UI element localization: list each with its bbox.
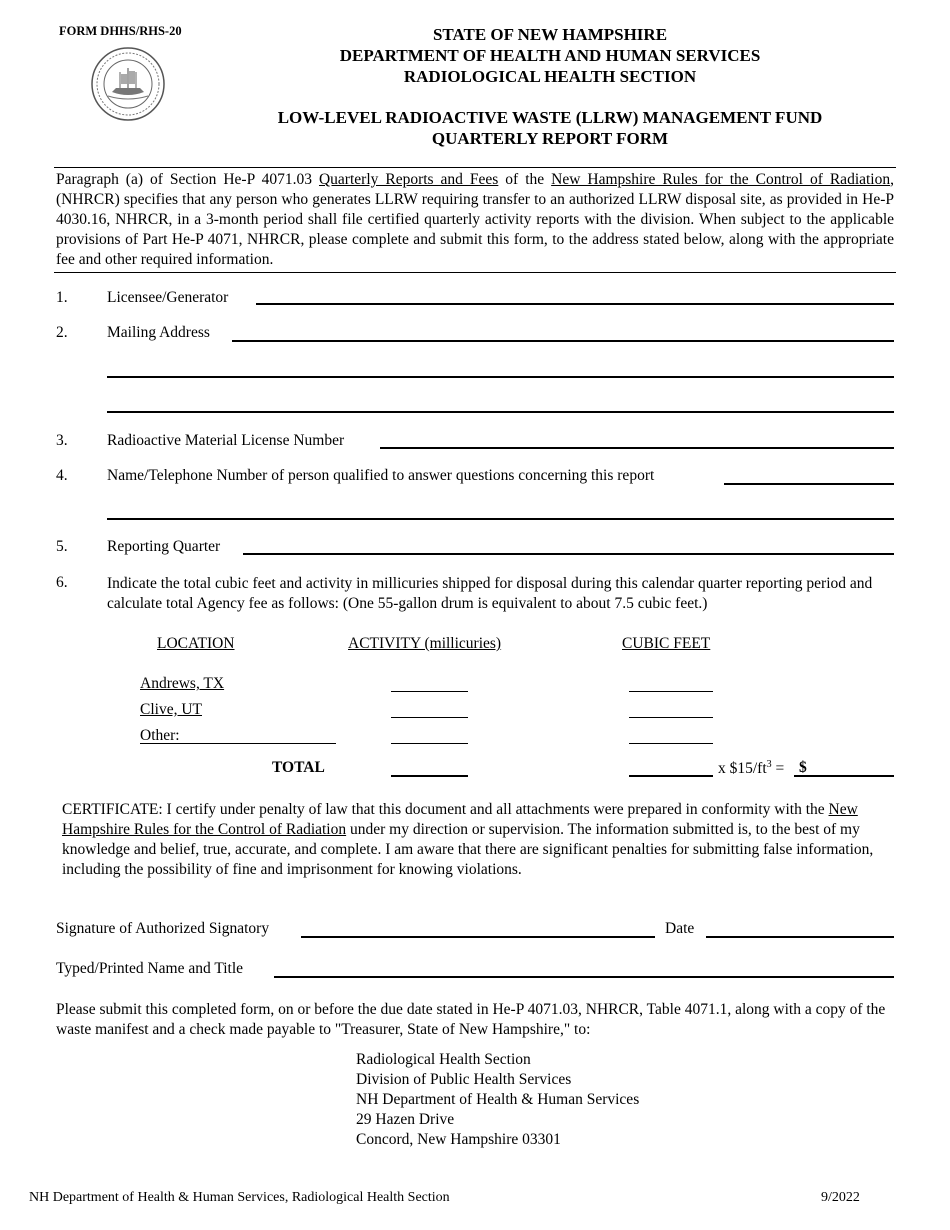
location-andrews-tx: Andrews, TX [140, 675, 225, 692]
intro-text-2: of the [498, 171, 552, 188]
signature-label: Signature of Authorized Signatory [56, 920, 270, 937]
item-6-instructions: Indicate the total cubic feet and activity in millicuries shipped for disposal during this calendar quarter reporting period and calculate total Agency fee as follows: (One 55-gallon drum is equivalent to about 7.5 cubic feet.) [107, 575, 873, 612]
footer-revision-date: 9/2022 [821, 1190, 860, 1205]
item-4-label: Name/Telephone Number of person qualified to answer questions concerning this report [107, 467, 655, 484]
address-line-4: 29 Hazen Drive [356, 1111, 455, 1128]
item-6-number: 6. [56, 574, 68, 591]
header-state: STATE OF NEW HAMPSHIRE [432, 25, 668, 44]
item-2-label: Mailing Address [107, 324, 210, 341]
form-title-line2: QUARTERLY REPORT FORM [431, 129, 669, 148]
intro-paragraph [56, 170, 894, 270]
certificate-paragraph [62, 800, 888, 880]
date-field[interactable] [706, 936, 894, 938]
fee-rate-prefix: x $15/ft [718, 760, 767, 778]
intro-ref-quarterly-reports: Quarterly Reports and Fees [318, 171, 499, 188]
certificate-ref-nhrcr: New Hampshire Rules for the Control of Radiation [62, 801, 858, 838]
address-line-1: Radiological Health Section [356, 1051, 531, 1068]
location-clive-ut: Clive, UT [140, 701, 202, 718]
intro-top-rule [54, 167, 896, 168]
andrews-cubic-feet-field[interactable] [629, 691, 713, 692]
intro-text-3: , (NHRCR) specifies that any person who generates LLRW requiring transfer to an authorized LLRW disposal site, as provided in He-P 4030.16, NHRCR, in a 3-month period shall file certified quarterly activity reports with the division. When subject to the applicable provisions of Part He-P 4071, NHRCR, please complete and submit this form, to the address stated below, along with the appropriate fee and other required information. [56, 171, 894, 268]
item-3-number: 3. [56, 432, 68, 449]
andrews-activity-field[interactable] [391, 691, 468, 692]
form-title-line1: LOW-LEVEL RADIOACTIVE WASTE (LLRW) MANAGEMENT FUND [277, 108, 823, 127]
mailing-address-field-1[interactable] [232, 340, 894, 342]
total-cubic-feet-field[interactable] [629, 775, 713, 777]
printed-name-field[interactable] [274, 976, 894, 978]
signature-field[interactable] [301, 936, 655, 938]
clive-cubic-feet-field[interactable] [629, 717, 713, 718]
contact-person-field-2[interactable] [107, 518, 894, 520]
item-4-number: 4. [56, 467, 68, 484]
submit-instructions: Please submit this completed form, on or before the due date stated in He-P 4071.03, NHRCR, Table 4071.1, along with a copy of the waste manifest and a check made payable to "Treasurer, State of New Hampshire," to: [56, 1001, 886, 1038]
location-other-label: Other: [140, 727, 180, 744]
clive-activity-field[interactable] [391, 717, 468, 718]
other-location-field[interactable] [140, 743, 336, 744]
item-1-label: Licensee/Generator [107, 289, 229, 306]
total-fee-field[interactable] [794, 775, 894, 777]
footer-department: NH Department of Health & Human Services, Radiological Health Section [29, 1190, 450, 1205]
item-3-label: Radioactive Material License Number [107, 432, 345, 449]
form-number: FORM DHHS/RHS-20 [59, 24, 182, 38]
col-header-cubic-feet: CUBIC FEET [622, 635, 711, 652]
reporting-quarter-field[interactable] [243, 553, 894, 555]
mailing-address-field-3[interactable] [107, 411, 894, 413]
col-header-location: LOCATION [157, 635, 235, 652]
fee-rate-text [718, 759, 784, 778]
address-line-2: Division of Public Health Services [356, 1071, 572, 1088]
item-2-number: 2. [56, 324, 68, 341]
licensee-generator-field[interactable] [256, 303, 894, 305]
fee-rate-exponent: 3 [766, 759, 772, 770]
other-activity-field[interactable] [391, 743, 468, 744]
total-fee-dollar-sign: $ [799, 759, 807, 776]
intro-text-1: Paragraph (a) of Section He-P 4071.03 [56, 171, 319, 188]
state-seal-icon [90, 46, 166, 122]
total-label: TOTAL [272, 759, 325, 776]
col-header-activity: ACTIVITY (millicuries) [348, 635, 502, 652]
mailing-address-field-2[interactable] [107, 376, 894, 378]
other-cubic-feet-field[interactable] [629, 743, 713, 744]
certificate-text-1: CERTIFICATE: I certify under penalty of law that this document and all attachments were prepared in conformity with the [62, 801, 829, 818]
printed-name-label: Typed/Printed Name and Title [56, 960, 244, 977]
header-department: DEPARTMENT OF HEALTH AND HUMAN SERVICES [339, 46, 761, 65]
intro-bottom-rule [54, 272, 896, 273]
certificate-text-2: under my direction or supervision. The information submitted is, to the best of my knowledge and belief, true, accurate, and complete. I am aware that there are significant penalties for submitting false information, including the possibility of fine and imprisonment for knowing violations. [62, 821, 874, 878]
intro-ref-nhrcr: New Hampshire Rules for the Control of Radiation [551, 171, 891, 188]
fee-rate-equals: = [771, 760, 785, 778]
item-5-number: 5. [56, 538, 68, 555]
license-number-field[interactable] [380, 447, 894, 449]
item-1-number: 1. [56, 289, 68, 306]
contact-person-field-1[interactable] [724, 483, 894, 485]
total-activity-field[interactable] [391, 775, 468, 777]
header-section: RADIOLOGICAL HEALTH SECTION [403, 67, 697, 86]
address-line-5: Concord, New Hampshire 03301 [356, 1131, 561, 1148]
mailing-address-block [356, 1050, 639, 1150]
address-line-3: NH Department of Health & Human Services [356, 1091, 640, 1108]
item-5-label: Reporting Quarter [107, 538, 221, 555]
date-label: Date [665, 920, 695, 937]
